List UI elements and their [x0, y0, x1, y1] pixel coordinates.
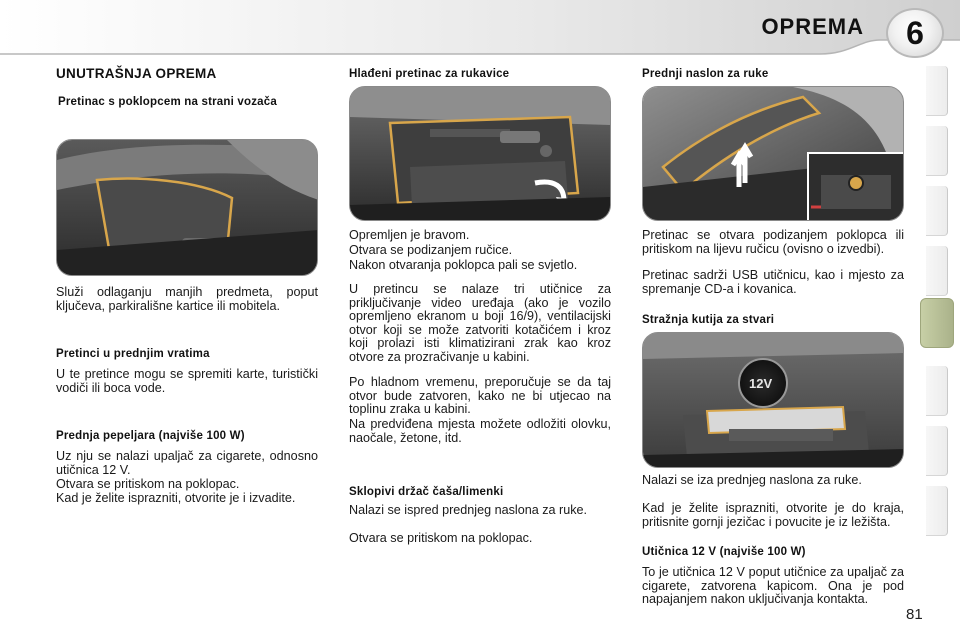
- page-number: 81: [906, 606, 923, 623]
- rear-box-text-1: Nalazi se iza prednjeg naslona za ruke.: [642, 473, 862, 487]
- socket-description: To je utičnica 12 V poput utičnice za upaljač za cigarete, zatvorena kapicom. Ona je pod napajanjem nakon uključivanja kontakta.: [642, 565, 904, 607]
- rear-box-photo: [642, 332, 904, 468]
- header-band: [0, 0, 960, 52]
- glovebox-title: Pretinac s poklopcem na strani vozača: [58, 96, 277, 108]
- rear-box-title: Stražnja kutija za stvari: [642, 314, 775, 326]
- glovebox-description: Služi odlaganju manjih predmeta, poput ključeva, parkirališne kartice ili mobitela.: [56, 285, 318, 313]
- rear-box-text-2: Kad je želite isprazniti, otvorite je do kraja, pritisnite gornji jezičac i povucite je iz ležišta.: [642, 501, 904, 529]
- cooled-glovebox-title: Hlađeni pretinac za rukavice: [349, 68, 510, 80]
- cupholder-title: Sklopivi držač čaša/limenki: [349, 486, 504, 498]
- cooled-text-4: U pretincu se nalaze tri utičnice za priključivanje video uređaja (ako je vozilo opremljeno ekranom u boji 16/9), ventilacijski otvor koji se može zatvoriti kotačićem i kroz koji prolazi isti klimatizirani zrak kao kroz otvore za prozračivanje u kabini.: [349, 282, 611, 364]
- chapter-tabs: [926, 66, 948, 574]
- door-pockets-title: Pretinci u prednjim vratima: [56, 348, 210, 360]
- ashtray-title: Prednja pepeljara (najviše 100 W): [56, 430, 245, 442]
- door-pockets-description: U te pretince mogu se spremiti karte, turistički vodiči ili boca vode.: [56, 367, 318, 395]
- armrest-title: Prednji naslon za ruke: [642, 68, 769, 80]
- armrest-photo: [642, 86, 904, 221]
- chapter-tab[interactable]: [926, 366, 948, 416]
- chapter-tab[interactable]: [926, 426, 948, 476]
- chapter-tab[interactable]: [926, 186, 948, 236]
- socket-title: Utičnica 12 V (najviše 100 W): [642, 546, 806, 558]
- cupholder-text-2: Otvara se pritiskom na poklopac.: [349, 531, 533, 545]
- glovebox-photo: [56, 139, 318, 276]
- ashtray-description-2: Otvara se pritiskom na poklopac.: [56, 477, 240, 491]
- chapter-tab[interactable]: [926, 126, 948, 176]
- armrest-text-1: Pretinac se otvara podizanjem poklopca ili pritiskom na lijevu ručicu (ovisno o izvedbi).: [642, 228, 904, 256]
- socket-12v-label: 12V: [749, 376, 773, 391]
- ashtray-description-1: Uz nju se nalazi upaljač za cigarete, odnosno utičnica 12 V.: [56, 449, 318, 477]
- chapter-number-badge: 6: [886, 8, 944, 58]
- cooled-text-3: Nakon otvaranja poklopca pali se svjetlo.: [349, 258, 578, 272]
- armrest-text-2: Pretinac sadrži USB utičnicu, kao i mjesto za spremanje CD-a i kovanica.: [642, 268, 904, 296]
- cooled-text-6: Na predviđena mjesta možete odložiti olovku, naočale, žetone, itd.: [349, 417, 611, 445]
- section-title: UNUTRAŠNJA OPREMA: [56, 66, 217, 81]
- cupholder-text-1: Nalazi se ispred prednjeg naslona za ruke.: [349, 503, 588, 517]
- cooled-text-5: Po hladnom vremenu, preporučuje se da taj otvor bude zatvoren, kako ne bi utjecao na toplinu zraka u kabini.: [349, 375, 611, 417]
- chapter-tab[interactable]: [926, 246, 948, 296]
- cooled-text-1: Opremljen je bravom.: [349, 228, 470, 242]
- ashtray-description-3: Kad je želite isprazniti, otvorite je i izvadite.: [56, 491, 296, 505]
- chapter-title: OPREMA: [761, 14, 864, 39]
- chapter-tab[interactable]: [926, 486, 948, 536]
- chapter-tab[interactable]: [926, 66, 948, 116]
- chapter-tab-active[interactable]: [920, 298, 954, 348]
- cooled-text-2: Otvara se podizanjem ručice.: [349, 243, 513, 257]
- cooled-glovebox-photo: [349, 86, 611, 221]
